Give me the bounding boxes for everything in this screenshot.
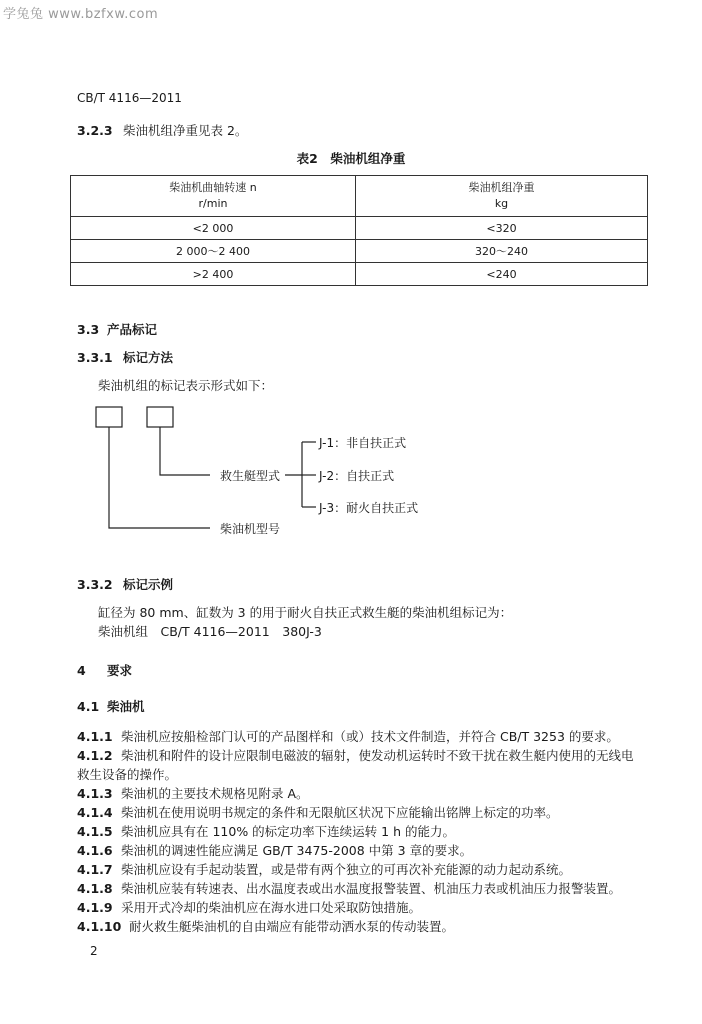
section-number: 3.3 xyxy=(77,322,100,337)
item-text: 柴油机在使用说明书规定的条件和无限航区状况下应能输出铭牌上标定的功率。 xyxy=(121,805,559,820)
engine-model-box xyxy=(96,407,122,427)
list-item xyxy=(77,898,421,916)
example-line-1: 缸径为 80 mm、缸数为 3 的用于耐火自扶正式救生艇的柴油机组标记为： xyxy=(98,605,513,620)
header-weight-unit: kg xyxy=(494,197,509,210)
item-number: 4.1.6 xyxy=(77,843,113,858)
item-text: 耐火救生艇柴油机的自由端应有能带动洒水泵的传动装置。 xyxy=(129,919,455,934)
type-j3: J-3：耐火自扶正式 xyxy=(319,501,419,515)
clause-number: 3.2.3 xyxy=(77,123,113,138)
item-text: 柴油机应按船检部门认可的产品图样和（或）技术文件制造，并符合 CB/T 3253 的要求。 xyxy=(121,729,619,744)
item-text: 采用开式冷却的柴油机应在海水进口处采取防蚀措施。 xyxy=(121,900,422,915)
section-title: 产品标记 xyxy=(107,322,158,337)
section-4 xyxy=(77,661,132,679)
cell-weight: <240 xyxy=(356,263,648,286)
item-number: 4.1.2 xyxy=(77,748,113,763)
section-number: 4.1 xyxy=(77,699,100,714)
item-number: 4.1.4 xyxy=(77,805,113,820)
item-text: 柴油机应设有手起动装置，或是带有两个独立的可再次补充能源的动力起动系统。 xyxy=(121,862,572,877)
standard-id-header: CB/T 4116—2011 xyxy=(77,91,182,105)
item-number: 4.1.3 xyxy=(77,786,113,801)
item-text: 救生设备的操作。 xyxy=(77,767,178,782)
item-number: 4.1.5 xyxy=(77,824,113,839)
item-number: 4.1.9 xyxy=(77,900,113,915)
section-number: 3.3.1 xyxy=(77,350,113,365)
clause-text: 柴油机组净重见表 2。 xyxy=(123,123,248,138)
item-number: 4.1.1 xyxy=(77,729,113,744)
cell-speed: <2 000 xyxy=(71,217,356,240)
list-item xyxy=(77,917,454,935)
list-item xyxy=(77,784,309,802)
item-text: 柴油机应装有转速表、出水温度表或出水温度报警装置、机油压力表或机油压力报警装置。 xyxy=(121,881,622,896)
section-title: 标记示例 xyxy=(123,577,174,592)
cell-speed: 2 000～2 400 xyxy=(71,240,356,263)
list-item xyxy=(77,822,455,840)
item-text: 柴油机应具有在 110% 的标定功率下连续运转 1 h 的能力。 xyxy=(121,824,455,839)
cell-weight: <320 xyxy=(356,217,648,240)
list-item xyxy=(77,879,621,897)
section-4-1 xyxy=(77,697,145,715)
item-text: 柴油机和附件的设计应限制电磁波的辐射，使发动机运转时不致干扰在救生艇内使用的无线电 xyxy=(121,748,634,763)
item-number: 4.1.8 xyxy=(77,881,113,896)
engine-model-label: 柴油机型号 xyxy=(220,522,281,536)
example-line-2: 柴油机组 CB/T 4116—2011 380J-3 xyxy=(98,624,322,639)
header-speed-unit: r/min xyxy=(198,197,228,210)
type-j1: J-1：非自扶正式 xyxy=(319,436,407,450)
watermark: 学兔兔 www.bzfxw.com xyxy=(3,7,159,22)
page-number: 2 xyxy=(90,944,98,958)
section-title: 柴油机 xyxy=(107,699,145,714)
header-weight-label: 柴油机组净重 xyxy=(468,181,535,194)
item-number: 4.1.7 xyxy=(77,862,113,877)
header-speed-label: 柴油机曲轴转速 n xyxy=(169,181,257,194)
item-text: 柴油机的主要技术规格见附录 A。 xyxy=(121,786,309,801)
section-number: 3.3.2 xyxy=(77,577,113,592)
section-title: 标记方法 xyxy=(123,350,174,365)
cell-weight: 320～240 xyxy=(356,240,648,263)
list-item xyxy=(77,841,472,859)
marking-intro: 柴油机组的标记表示形式如下： xyxy=(98,378,274,393)
section-title: 要求 xyxy=(107,663,133,678)
section-number: 4 xyxy=(77,663,86,678)
section-3-3-2 xyxy=(77,575,173,593)
list-item xyxy=(77,860,571,878)
list-item xyxy=(77,727,619,745)
item-text: 柴油机的调速性能应满足 GB/T 3475-2008 中第 3 章的要求。 xyxy=(121,843,473,858)
table-caption: 表2 柴油机组净重 xyxy=(296,151,406,166)
item-number: 4.1.10 xyxy=(77,919,122,934)
boat-type-label: 救生艇型式 xyxy=(220,469,281,483)
cell-speed: >2 400 xyxy=(71,263,356,286)
list-item xyxy=(77,746,634,764)
list-item-continuation xyxy=(77,765,177,783)
boat-type-box xyxy=(147,407,173,427)
boat-type-leader xyxy=(160,427,210,475)
type-j2: J-2：自扶正式 xyxy=(319,469,395,483)
list-item xyxy=(77,803,559,821)
